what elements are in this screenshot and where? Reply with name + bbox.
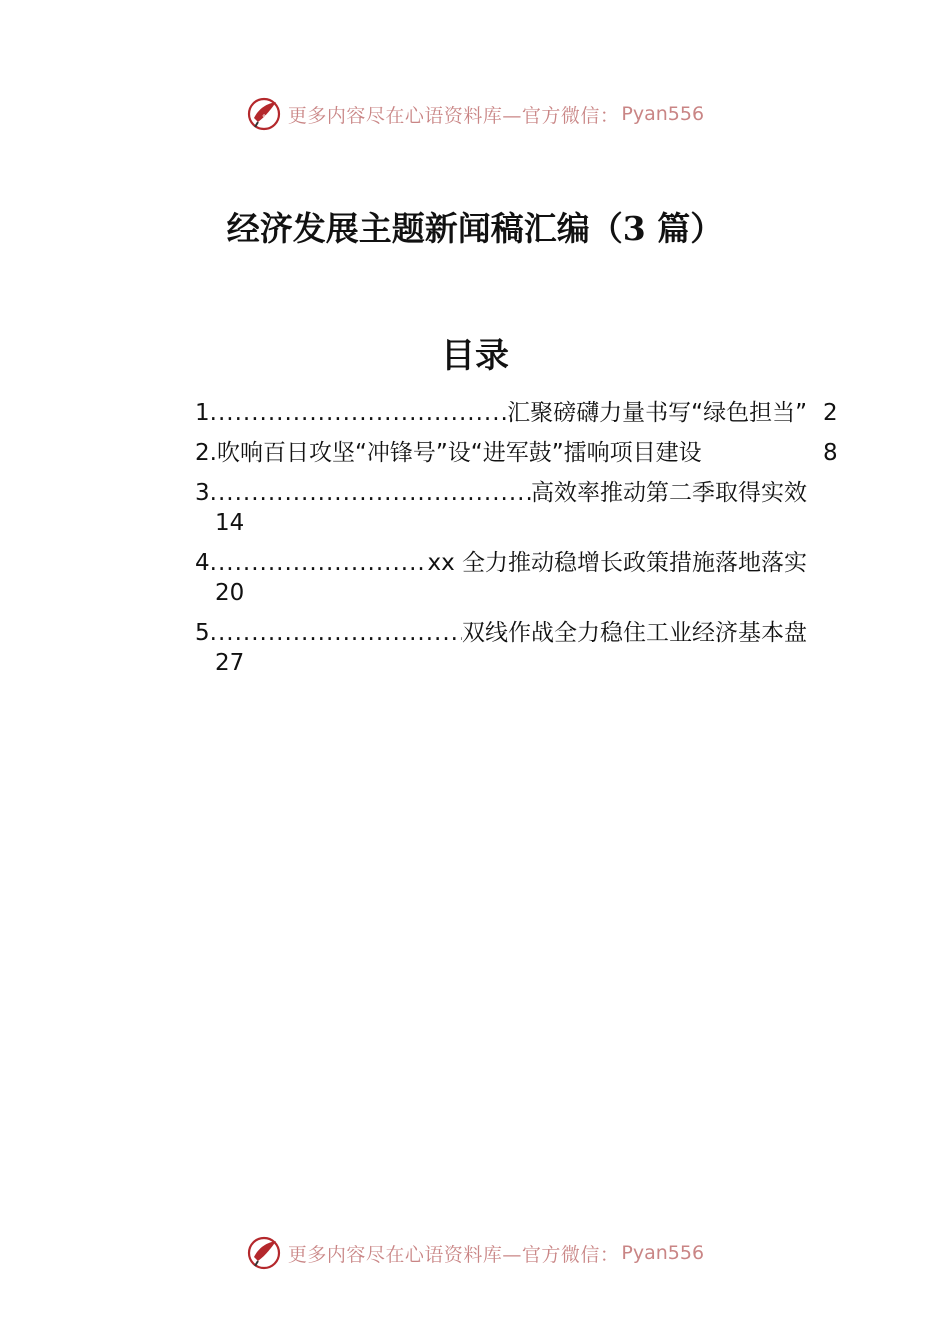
toc-heading: 目录: [441, 336, 509, 376]
toc-entry-number: 3: [195, 480, 210, 506]
toc-entry[interactable]: [195, 438, 845, 468]
watermark-text: 更多内容尽在心语资料库—官方微信：: [287, 104, 620, 127]
toc-leader-dots: [210, 548, 428, 578]
watermark-text: 更多内容尽在心语资料库—官方微信：: [287, 1243, 620, 1266]
quill-logo-icon: [246, 96, 282, 132]
toc-entry-title: 汇聚磅礴力量书写“绿色担当”: [507, 400, 807, 426]
toc-entry-number: 1: [195, 400, 210, 426]
toc-entry[interactable]: [195, 618, 845, 678]
footer-watermark: [0, 1233, 950, 1273]
toc-entry-number: 2.: [195, 440, 217, 466]
toc-entry-page: 27: [215, 650, 245, 676]
toc-entry-number: 5: [195, 620, 210, 646]
toc-entry-title: 双线作战全力稳住工业经济基本盘: [462, 620, 807, 646]
toc-entry[interactable]: [195, 398, 845, 428]
toc-entry[interactable]: [195, 478, 845, 538]
toc-entry-page: 8: [823, 440, 838, 466]
table-of-contents: [195, 398, 845, 688]
toc-leader-dots: [210, 618, 462, 648]
toc-entry-number: 4: [195, 550, 210, 576]
toc-entry[interactable]: [195, 548, 845, 608]
header-watermark: [0, 94, 950, 134]
toc-entry-title: xx 全力推动稳增长政策措施落地落实: [427, 550, 807, 576]
toc-leader-dots: [210, 398, 508, 428]
toc-leader-dots: [210, 478, 531, 508]
toc-entry-title: 高效率推动第二季取得实效: [531, 480, 807, 506]
svg-text:✎: ✎: [261, 113, 269, 122]
toc-entry-page: 2: [823, 400, 838, 426]
quill-logo-icon: [246, 1235, 282, 1271]
watermark-wechat-id: Pyan556: [621, 103, 705, 125]
toc-entry-page: 20: [215, 580, 245, 606]
toc-entry-title: 吹响百日攻坚“冲锋号”设“进军鼓”擂响项目建设: [216, 440, 702, 466]
toc-entry-page: 14: [215, 510, 245, 536]
watermark-wechat-id: Pyan556: [621, 1242, 705, 1264]
document-title: 经济发展主题新闻稿汇编（3 篇）: [226, 209, 724, 248]
